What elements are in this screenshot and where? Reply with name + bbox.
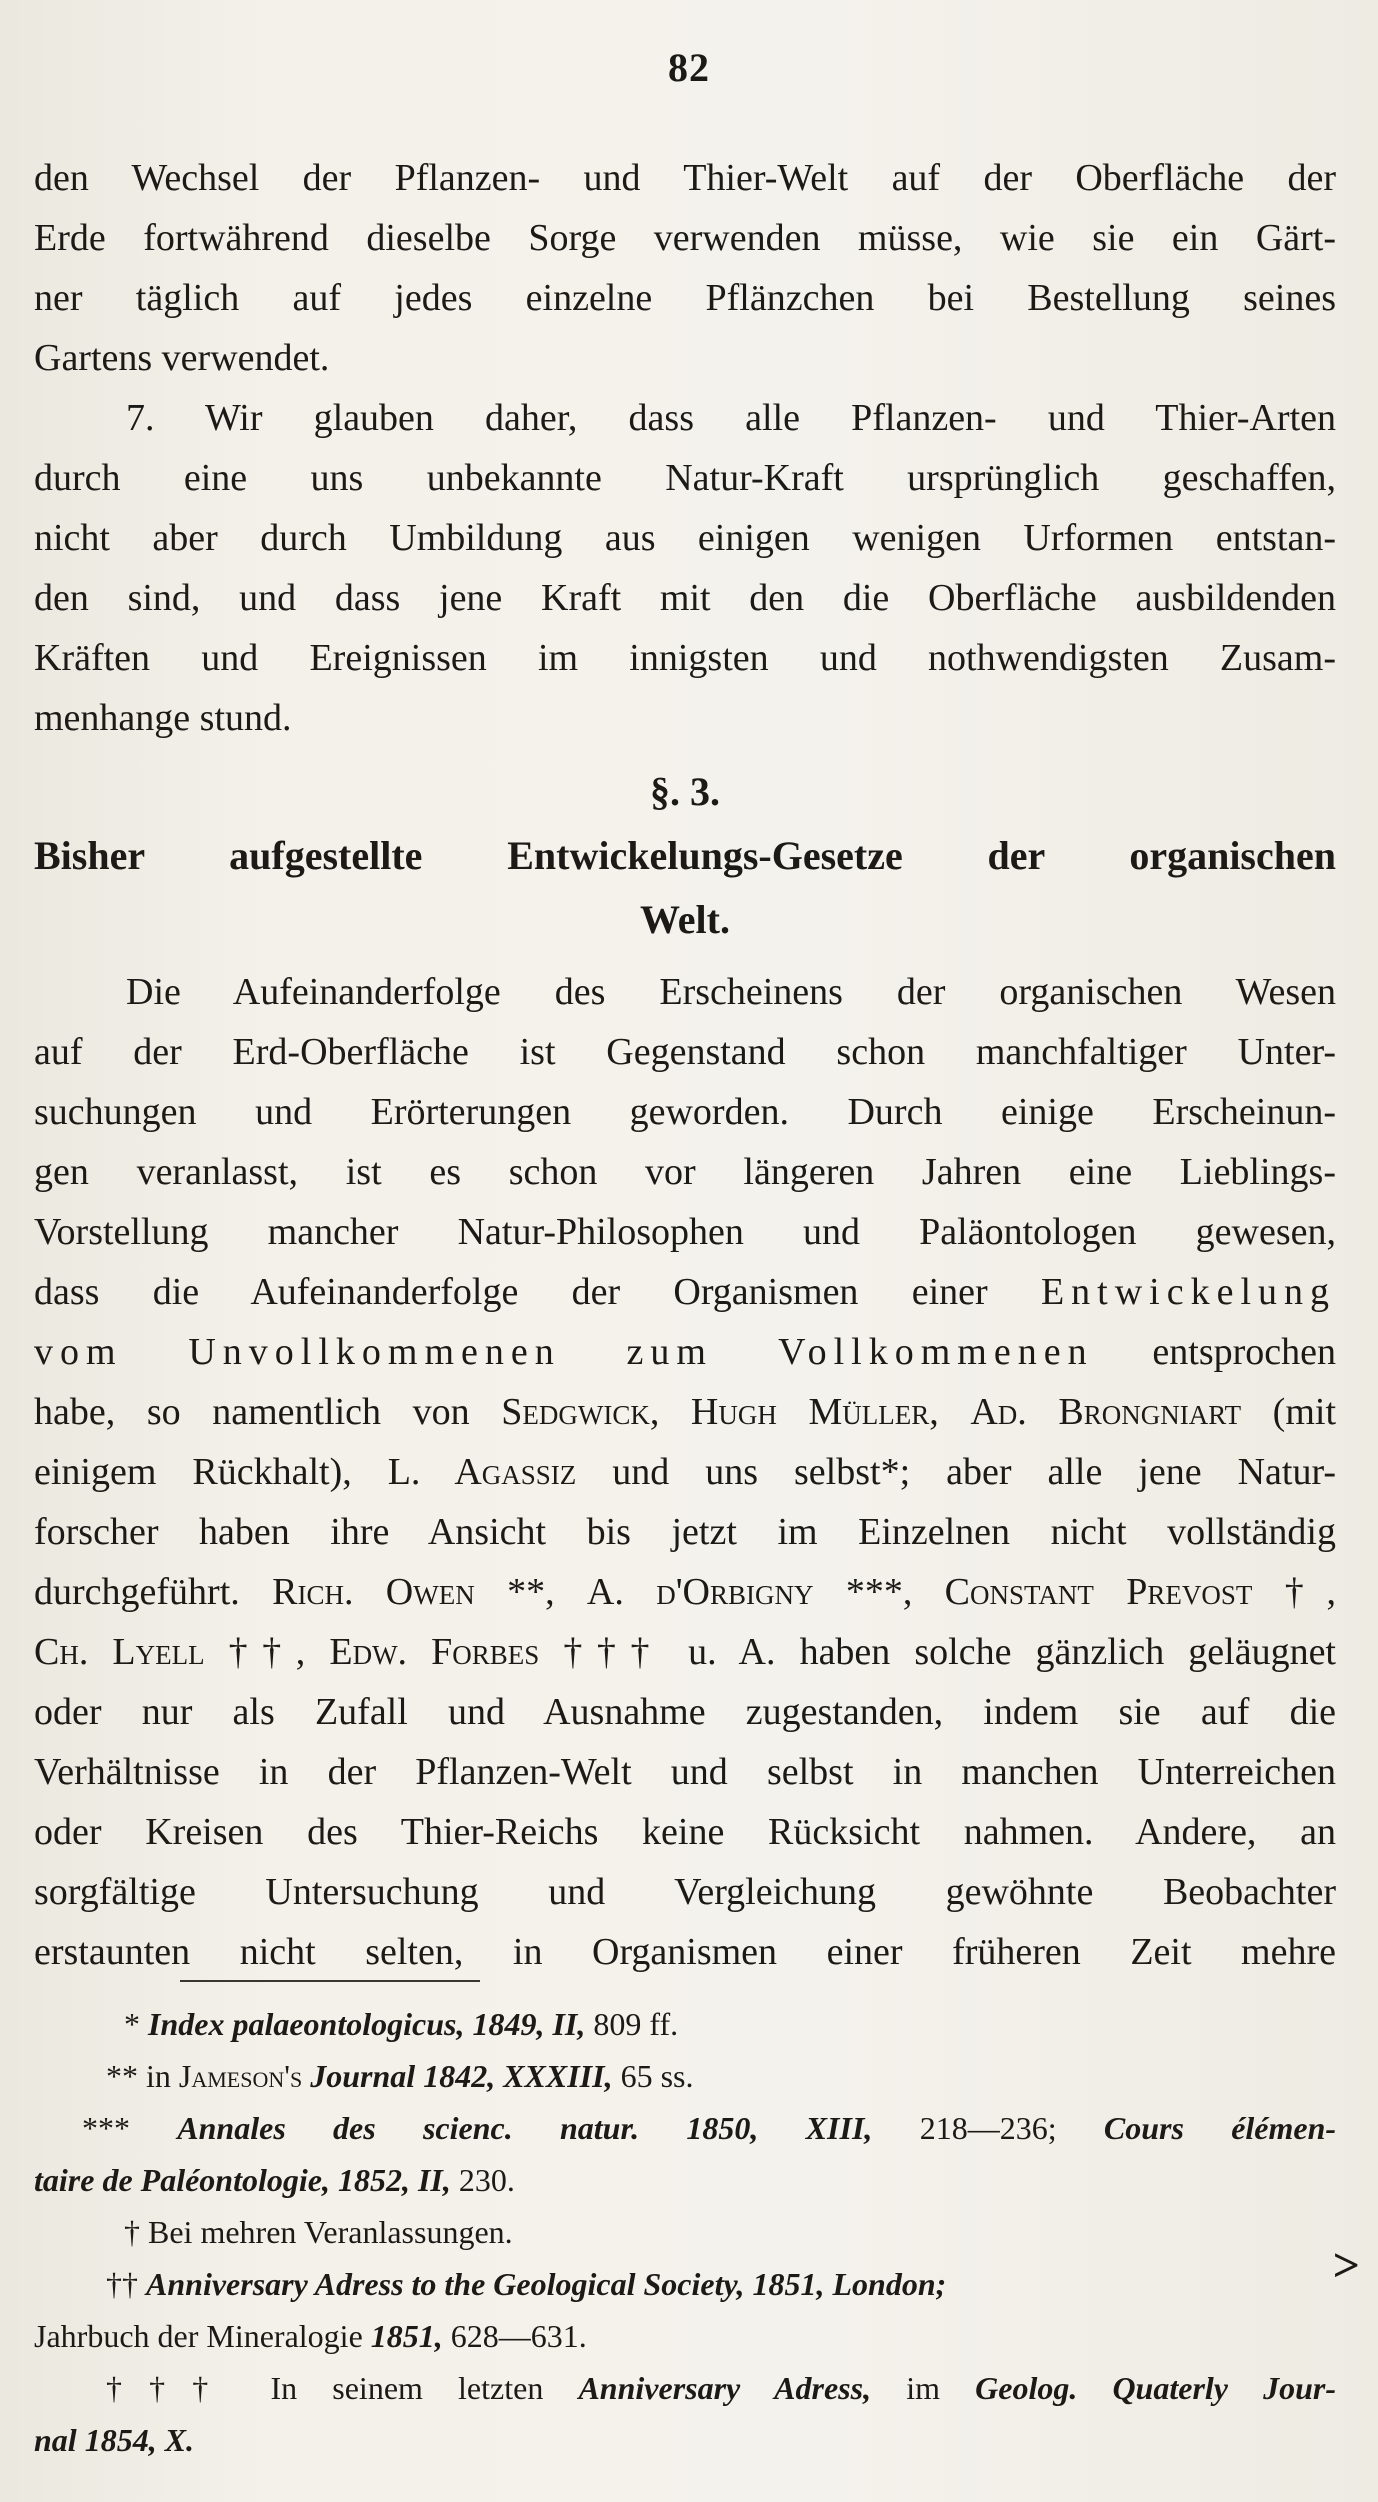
- footnote: [34, 1998, 1336, 2050]
- text-line: Kräften und Ereignissen im innigsten und nothwendigsten Zusam-: [34, 637, 1336, 679]
- text-line: auf der Erd-Oberfläche ist Gegenstand schon manchfaltiger Unter-: [34, 1031, 1336, 1073]
- text-line: gen veranlasst, ist es schon vor längeren Jahren eine Lieblings-: [34, 1151, 1336, 1193]
- footnote-title: Anniversary Adress to the Geological Society, 1851, London;: [146, 2266, 947, 2302]
- footnote-mark: ***: [82, 2110, 130, 2146]
- footnote-ref: ***,: [845, 1571, 913, 1613]
- text-line: suchungen und Erörterungen geworden. Durch einige Erscheinun-: [34, 1091, 1336, 1133]
- text-line: Erde fortwährend dieselbe Sorge verwenden müsse, wie sie ein Gärt-: [34, 217, 1336, 259]
- footnote: [34, 2050, 1336, 2102]
- footnote-cont: [34, 2310, 1336, 2362]
- text-line: oder nur als Zufall und Ausnahme zugestanden, indem sie auf die: [34, 1691, 1336, 1733]
- text-line: sorgfältige Untersuchung und Vergleichung gewöhnte Beobachter: [34, 1871, 1336, 1913]
- footnote: [34, 2258, 1336, 2310]
- footnote-mark: **: [106, 2058, 138, 2094]
- text-run: dass die Aufeinanderfolge der Organismen einer: [34, 1271, 988, 1313]
- text-line: Die Aufeinanderfolge des Erscheinens der organischen Wesen: [126, 971, 1336, 1013]
- author-name: Ad. Brongniart: [970, 1391, 1242, 1433]
- text-line: 7. Wir glauben daher, dass alle Pflanzen- und Thier-Arten: [126, 397, 1336, 439]
- text-run: (mit: [1272, 1391, 1336, 1433]
- footnote-title: Cours élémen-: [1103, 2110, 1337, 2146]
- footnote-text: im: [906, 2370, 940, 2406]
- footnote-text: in: [146, 2058, 171, 2094]
- footnotes: [34, 1998, 1336, 2466]
- footnote-text: 230.: [458, 2162, 515, 2198]
- footnote-title: Journal 1842, XXXIII,: [310, 2058, 613, 2094]
- text-line: nicht aber durch Umbildung aus einigen wenigen Urformen entstan-: [34, 517, 1336, 559]
- text-line: Vorstellung mancher Natur-Philosophen und Paläontologen gewesen,: [34, 1211, 1336, 1253]
- text-line: erstaunten nicht selten, in Organismen einer früheren Zeit mehre: [34, 1931, 1336, 1973]
- text-run: und uns selbst*; aber alle jene Natur-: [612, 1451, 1336, 1493]
- footnote-mark: *: [124, 2006, 140, 2042]
- text-run: durchgeführt.: [34, 1571, 240, 1613]
- footnote-text: 65 ss.: [620, 2058, 694, 2094]
- text-line: den Wechsel der Pflanzen- und Thier-Welt auf der Oberfläche der: [34, 157, 1336, 199]
- spaced-term: Entwickelung: [1040, 1271, 1337, 1313]
- author-name: Hugh Müller: [690, 1391, 930, 1433]
- text-run: entsprochen: [1152, 1331, 1336, 1373]
- author-name: Ch. Lyell: [34, 1631, 205, 1673]
- author-name: L. Agassiz: [387, 1451, 577, 1493]
- footnote-ref: †,: [1284, 1571, 1337, 1613]
- page-number: 82: [668, 45, 710, 90]
- text-line: [34, 1562, 1336, 1622]
- footnote-text: 628—631.: [450, 2318, 587, 2354]
- spaced-term: vom Unvollkommenen zum Vollkommenen: [34, 1331, 1094, 1373]
- text-line: [34, 1442, 1336, 1502]
- text-run: einigem Rückhalt),: [34, 1451, 352, 1493]
- section-heading: Bisher aufgestellte Entwickelungs-Gesetze der organischen: [34, 833, 1336, 878]
- main-text: [34, 148, 1336, 1982]
- footnote-title: taire de Paléontologie, 1852, II,: [34, 2162, 451, 2198]
- text-line: oder Kreisen des Thier-Reichs keine Rücksicht nahmen. Andere, an: [34, 1811, 1336, 1853]
- text-line: [34, 1322, 1336, 1382]
- text-line: menhange stund.: [34, 697, 292, 739]
- text-run: habe, so namentlich von: [34, 1391, 470, 1433]
- author-name: Rich. Owen: [272, 1571, 475, 1613]
- footnote-title: Annales des scienc. natur. 1850, XIII,: [177, 2110, 873, 2146]
- footnote-ref: †††: [563, 1631, 665, 1673]
- footnote: [34, 2362, 1336, 2414]
- text-line: Verhältnisse in der Pflanzen-Welt und selbst in manchen Unterreichen: [34, 1751, 1336, 1793]
- footnote-ref: **,: [507, 1571, 555, 1613]
- text-line: ner täglich auf jedes einzelne Pflänzchen bei Bestellung seines: [34, 277, 1336, 319]
- footnote: [34, 2102, 1336, 2154]
- section-number: §. 3.: [650, 769, 720, 814]
- footnote-title: Geolog. Quaterly Jour-: [975, 2370, 1337, 2406]
- footnote-mark: †††: [106, 2370, 236, 2406]
- footnote-text: In seinem letzten: [270, 2370, 544, 2406]
- footnote-text: Bei mehren Veranlassungen.: [148, 2214, 513, 2250]
- footnote-text: Jahrbuch der Mineralogie: [34, 2318, 363, 2354]
- footnote-title: 1851,: [370, 2318, 443, 2354]
- text-line: durch eine uns unbekannte Natur-Kraft ursprünglich geschaffen,: [34, 457, 1336, 499]
- footnote-cont: [34, 2414, 1336, 2466]
- footnote-title: nal 1854, X.: [34, 2422, 195, 2458]
- footnote-ref: ††,: [228, 1631, 306, 1673]
- text-line: Gartens verwendet.: [34, 337, 330, 379]
- footnote: [34, 2206, 1336, 2258]
- text-line: forscher haben ihre Ansicht bis jetzt im Einzelnen nicht vollständig: [34, 1511, 1336, 1553]
- arrow-mark: >: [1332, 2239, 1360, 2292]
- footnote-mark: ††: [106, 2266, 138, 2302]
- footnote-cont: [34, 2154, 1336, 2206]
- footnote-divider: [180, 1980, 480, 1982]
- text-line: habe, so namentlich von Sedgwick, Hugh Müller, Ad. Brongniart (mit: [34, 1391, 1336, 1433]
- section-heading-cont: Welt.: [640, 897, 730, 942]
- footnote-mark: †: [124, 2214, 140, 2250]
- footnote-text: 218—236;: [919, 2110, 1057, 2146]
- footnote-title: Index palaeontologicus, 1849, II,: [148, 2006, 586, 2042]
- author-name: Edw. Forbes: [329, 1631, 540, 1673]
- footnote-text: 809 ff.: [593, 2006, 679, 2042]
- author-name: Jameson's: [178, 2058, 303, 2094]
- author-name: Constant Prevost: [944, 1571, 1253, 1613]
- text-run: u. A. haben solche gänzlich geläugnet: [688, 1631, 1336, 1673]
- text-line: den sind, und dass jene Kraft mit den die Oberfläche ausbildenden: [34, 577, 1336, 619]
- text-line: [34, 1622, 1336, 1682]
- text-line: [34, 1262, 1336, 1322]
- footnote-title: Anniversary Adress,: [578, 2370, 872, 2406]
- author-name: A. d'Orbigny: [586, 1571, 814, 1613]
- author-name: Sedgwick: [501, 1391, 650, 1433]
